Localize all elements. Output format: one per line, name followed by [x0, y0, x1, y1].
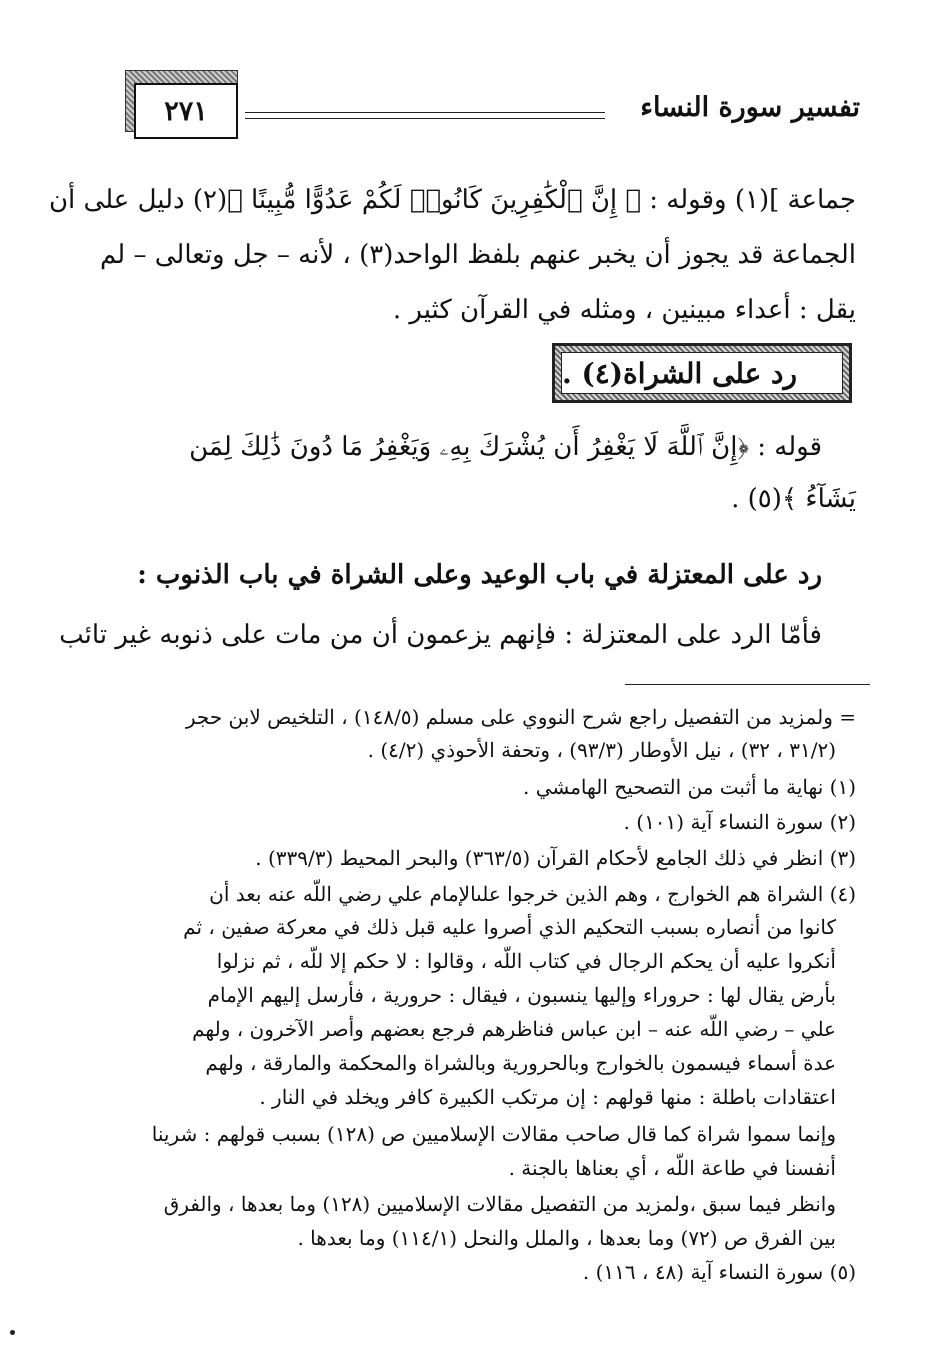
running-title: تفسير سورة النساء [640, 92, 860, 123]
footnote-line: أنفسنا في طاعة اللّه ، أي بعناها بالجنة . [508, 1156, 836, 1180]
footnote-line: وانظر فيما سبق ،ولمزيد من التفصيل مقالات الإسلاميين (١٢٨) وما بعدها ، والفرق [163, 1192, 836, 1216]
footnote-line: (٣١/٢ ، ٣٢) ، نيل الأوطار (٩٣/٣) ، وتحفة الأحوذي (٤/٢) . [367, 738, 836, 762]
footnote-line: اعتقادات باطلة : منها قولهم : إن مرتكب الكبيرة كافر ويخلد في النار . [259, 1085, 836, 1109]
body-line-2: الجماعة قد يجوز أن يخبر عنهم بلفظ الواحد(٣) ، لأنه – جل وتعالى – لم [100, 240, 856, 270]
footnote-line: (٣) انظر في ذلك الجامع لأحكام القرآن (٣٦٣/٥) والبحر المحيط (٣٣٩/٣) . [255, 846, 856, 870]
footnote-line: بين الفرق ص (٧٢) وما بعدها ، والملل والنحل (١١٤/١) وما بعدها . [297, 1226, 836, 1250]
footnote-line: عدة أسماء فيسمون بالخوارج وبالحرورية وبالشراة والمحكمة والمارقة ، ولهم [205, 1051, 836, 1075]
footnote-line: بأرض يقال لها : حروراء وإليها ينسبون ، فيقال : حرورية ، فأرسل إليهم الإمام [207, 983, 836, 1007]
scan-speck [10, 1330, 15, 1335]
header-rule [245, 112, 605, 119]
footnote-line: كانوا من أنصاره بسبب التحكيم الذي أصروا عليه قبل ذلك في معركة صفين ، ثم [183, 915, 836, 939]
footnote-line: = ولمزيد من التفصيل راجع شرح النووي على مسلم (١٤٨/٥) ، التلخيص لابن حجر [185, 705, 856, 729]
page-number: ٢٧١ [134, 83, 238, 139]
section-heading: رد على الشراة(٤) . [561, 352, 843, 394]
footnote-line: علي – رضي اللّه عنه – ابن عباس فناظرهم فرجع بعضهم وأصر الآخرون ، ولهم [192, 1017, 836, 1041]
footnote-line: (٥) سورة النساء آية (٤٨ ، ١١٦) . [582, 1260, 856, 1284]
body-line-3: يقل : أعداء مبينين ، ومثله في القرآن كثير . [392, 295, 856, 325]
verse-line-2: يَشَآءُ ﴾(٥) . [731, 484, 856, 514]
footnote-line: (٤) الشراة هم الخوارج ، وهم الذين خرجوا علىالإمام علي رضي اللّه عنه بعد أن [209, 882, 856, 906]
body-line-1: جماعة ](١) وقوله : ﴿ إِنَّ ٱلْكَٰفِرِينَ كَانُوا۟ لَكُمْ عَدُوًّا مُّبِينًا ﴾(٢) دليل على أن [48, 185, 856, 215]
footnote-separator [625, 684, 870, 685]
footnote-line: (١) نهاية ما أثبت من التصحيح الهامشي . [522, 775, 856, 799]
section-heading-frame [552, 343, 852, 403]
verse-line-1: قوله : ﴿إِنَّ ٱللَّهَ لَا يَغْفِرُ أَن يُشْرَكَ بِهِۦ وَيَغْفِرُ مَا دُونَ ذَٰلِكَ لِمَن [189, 432, 822, 462]
body-last-line: فأمّا الرد على المعتزلة : فإنهم يزعمون أن من مات على ذنوبه غير تائب [59, 620, 822, 650]
footnote-line: (٢) سورة النساء آية (١٠١) . [623, 810, 856, 834]
footnote-line: أنكروا عليه أن يحكم الرجال في كتاب اللّه ، وقالوا : لا حكم إلا للّه ، ثم نزلوا [216, 949, 836, 973]
footnote-line: وإنما سموا شراة كما قال صاحب مقالات الإسلاميين ص (١٢٨) بسبب قولهم : شرينا [151, 1122, 836, 1146]
subheading: رد على المعتزلة في باب الوعيد وعلى الشراة في باب الذنوب : [137, 560, 822, 590]
